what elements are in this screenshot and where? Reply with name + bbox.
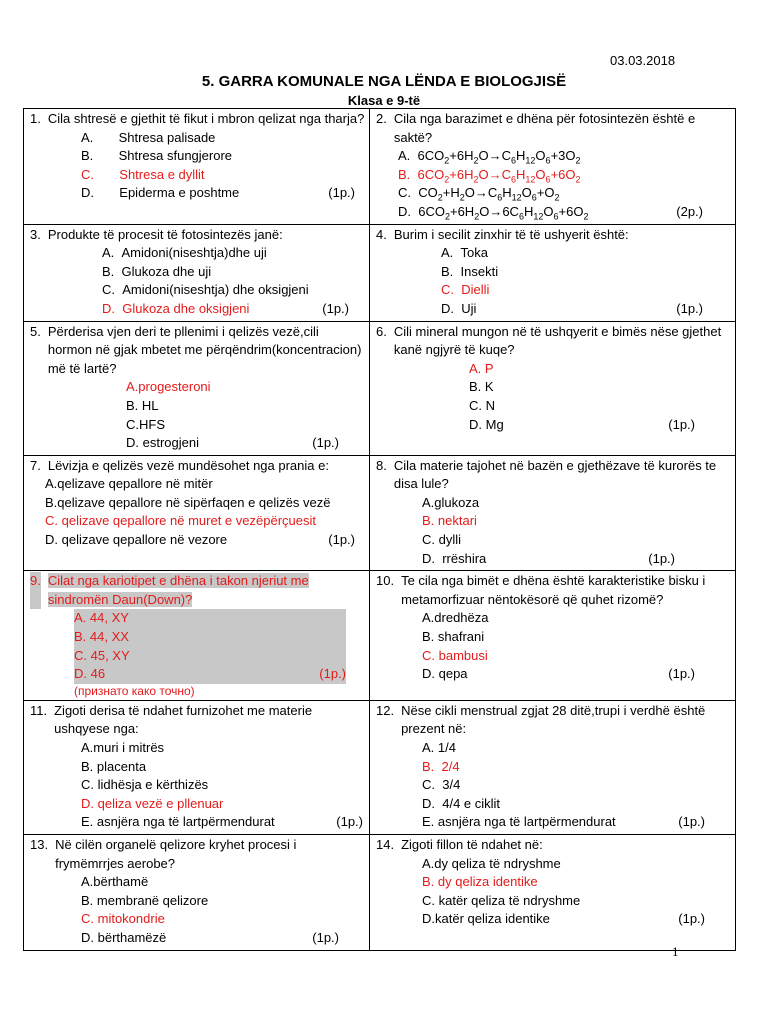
option-c: C. N <box>469 397 495 413</box>
question-1 <box>24 109 370 225</box>
option-d: D. $6CO_2+6H_2O\to 6C_6H_{12}O_6+6O_2$ (2p.) <box>398 203 731 222</box>
question-6 <box>370 321 736 455</box>
points-label: (1p.) <box>312 435 339 451</box>
points-label: (2p.) <box>676 203 703 219</box>
question-number: 14. <box>376 836 395 852</box>
points-label: (1p.) <box>678 814 705 830</box>
question-number: 10. <box>376 573 395 589</box>
option-d: D. Epiderma e poshtme (1p.) <box>81 184 365 203</box>
option-b: B. K <box>469 379 494 395</box>
question-12 <box>370 700 736 834</box>
option-a: A.bërthamë <box>81 874 149 890</box>
option-c-correct: C. Dielli <box>441 282 490 298</box>
points-label: (1p.) <box>336 814 363 830</box>
option-b-correct: B. dy qeliza identike <box>422 874 538 890</box>
option-d-correct: D. Glukoza dhe oksigjeni <box>102 300 250 316</box>
question-5 <box>24 321 370 455</box>
table-row <box>24 571 736 701</box>
question-number: 5. <box>30 323 41 339</box>
option-b-correct: B. $6CO_2+6H_2O\to C_6H_{12}O_6+6O_2$ <box>398 166 581 185</box>
option-d: D. estrogjeni (1p.) <box>126 434 365 453</box>
question-9 <box>24 571 370 701</box>
question-number: 6. <box>376 323 387 339</box>
option-a: A.muri i mitrës <box>81 740 165 755</box>
question-2 <box>370 109 736 225</box>
question-text: Cili mineral mungon në të ushqyerit e bimës nëse gjethet kanë ngjyrë të kuqe? <box>393 323 722 358</box>
option-a: A.dy qeliza të ndryshme <box>422 855 561 871</box>
option-d: D. Uji (1p.) <box>441 300 731 319</box>
points-label: (1p.) <box>676 300 703 316</box>
question-text: Produkte të procesit të fotosintezës janë: <box>47 226 283 242</box>
option-a: A. Toka <box>441 245 488 261</box>
question-text: Cila nga barazimet e dhëna për fotosintezën është e saktë? <box>393 111 696 145</box>
option-d: D. 4/4 e ciklit <box>422 795 501 811</box>
option-c: C. lidhësja e kërthizës <box>81 777 209 793</box>
option-c-correct: C. bambusi <box>422 647 488 663</box>
correction-note: (признато како точно) <box>74 683 195 698</box>
question-11 <box>24 700 370 834</box>
option-c-correct: C. Shtresa e dyllit <box>81 166 205 182</box>
question-text: Zigoti fillon të ndahet në: <box>401 836 543 852</box>
table-row <box>24 109 736 225</box>
option-a: A.dredhëza <box>422 610 489 626</box>
option-d: D. Mg (1p.) <box>469 416 731 435</box>
option-b: B. Insekti <box>441 263 499 279</box>
option-b: B. shafrani <box>422 629 485 645</box>
option-c: C. katër qeliza të ndryshme <box>422 892 581 908</box>
option-a: A. Amidoni(niseshtja)dhe uji <box>102 245 267 261</box>
points-label: (1p.) <box>328 185 355 201</box>
points-label: (1p.) <box>668 416 695 432</box>
option-b-correct: B. 2/4 <box>422 758 460 774</box>
option-d: D. qelizave qepallore në vezore (1p.) <box>45 531 365 550</box>
question-number: 13. <box>30 836 49 852</box>
question-number: 7. <box>30 457 41 473</box>
table-row <box>24 700 736 834</box>
option-a: A. 44, XY <box>74 609 346 628</box>
question-text: Cila materie tajohet në bazën e gjethëzave të kurorës te disa lule? <box>393 457 717 492</box>
option-b: B. placenta <box>81 758 147 774</box>
points-label: (1p.) <box>319 666 346 682</box>
question-number: 12. <box>376 702 395 718</box>
question-text: Cilat nga kariotipet e dhëna i takon njeriut me sindromën Daun(Down)? <box>47 573 309 607</box>
points-label: (1p.) <box>678 911 705 927</box>
question-14 <box>370 834 736 950</box>
question-number: 4. <box>376 226 387 242</box>
question-text: Zigoti derisa të ndahet furnizohet me materie ushqyese nga: <box>54 702 313 737</box>
option-c: C. 3/4 <box>422 777 461 793</box>
question-number: 9. <box>30 572 41 609</box>
question-text: Burim i secilit zinxhir të të ushyerit është: <box>393 226 629 242</box>
option-b: B. HL <box>126 397 159 413</box>
table-row <box>24 321 736 455</box>
question-text: Lëvizja e qelizës vezë mundësohet nga prania e: <box>47 457 329 473</box>
option-a: A. Shtresa palisade <box>81 129 216 145</box>
option-d: D. 46 (1p.) <box>74 665 346 684</box>
question-text: Cila shtresë e gjethit të fikut i mbron qelizat nga tharja? <box>47 111 365 126</box>
question-13 <box>24 834 370 950</box>
question-number: 11. <box>30 702 48 718</box>
question-number: 1. <box>30 111 41 126</box>
question-table <box>23 108 736 951</box>
question-text: Nëse cikli menstrual zgjat 28 ditë,trupi i verdhë është prezent në: <box>401 702 706 737</box>
points-label: (1p.) <box>322 300 349 316</box>
option-c: C. 45, XY <box>74 647 346 666</box>
question-text: Te cila nga bimët e dhëna është karakteristike bisku i metamorfizuar nëntokësorë që quhet rizomë? <box>401 573 706 607</box>
option-a: A.qelizave qepallore në mitër <box>45 476 213 492</box>
points-label: (1p.) <box>328 532 355 548</box>
question-4 <box>370 224 736 321</box>
question-3 <box>24 224 370 321</box>
option-d: D. bërthamëzë (1p.) <box>81 929 365 948</box>
option-c-correct: C. qelizave qepallore në muret e vezëpërçuesit <box>45 513 316 529</box>
exam-date: 03.03.2018 <box>610 53 676 68</box>
option-c: C. $CO_2+H_2O\to C_6H_{12}O_6+O_2$ <box>398 185 560 203</box>
option-e: E. asnjëra nga të lartpërmendurat (1p.) <box>422 813 731 832</box>
page-number: 1 <box>672 944 679 959</box>
option-b-correct: B. nektari <box>422 513 477 529</box>
points-label: (1p.) <box>312 929 339 945</box>
question-number: 3. <box>30 226 41 242</box>
option-c-correct: C. mitokondrie <box>81 911 165 927</box>
option-d-row <box>102 300 365 319</box>
option-c: C. dylli <box>422 532 462 548</box>
option-d: D. qepa (1p.) <box>422 665 731 684</box>
option-e: E. asnjëra nga të lartpërmendurat (1p.) <box>81 813 365 832</box>
table-row <box>24 224 736 321</box>
option-a-correct: A.progesteroni <box>126 379 211 395</box>
option-c: C.HFS <box>126 416 165 432</box>
question-text: Në cilën organelë qelizore kryhet procesi i frymëmrrjes aerobe? <box>55 836 297 871</box>
question-text: Përderisa vjen deri te pllenimi i qelizës vezë,cili hormon në gjak mbetet me përqëndrim(koncentracion) më të lartë? <box>47 323 362 376</box>
option-d: D.katër qeliza identike (1p.) <box>422 910 731 929</box>
question-number: 8. <box>376 457 387 473</box>
points-label: (1p.) <box>668 666 695 682</box>
question-7 <box>24 455 370 571</box>
question-8 <box>370 455 736 571</box>
option-b: B.qelizave qepallore në sipërfaqen e qelizës vezë <box>45 494 331 510</box>
option-d-correct: D. qeliza vezë e pllenuar <box>81 795 224 811</box>
table-row <box>24 834 736 950</box>
question-number: 2. <box>376 111 387 126</box>
page-title: 5. GARRA KOMUNALE NGA LËNDA E BIOLOGJISË <box>201 73 567 90</box>
page-subtitle: Klasa e 9-të <box>347 93 421 108</box>
option-b: B. membranë qelizore <box>81 892 209 908</box>
option-a-correct: A. P <box>469 360 494 376</box>
option-d: D. rrëshira (1p.) <box>422 550 731 569</box>
option-b: B. 44, XX <box>74 628 346 647</box>
option-a: A. $6CO_2+6H_2O\to C_6H_{12}O_6+3O_2$ <box>398 148 581 166</box>
table-row <box>24 455 736 571</box>
option-b: B. Glukoza dhe uji <box>102 263 212 279</box>
option-a: A.glukoza <box>422 494 480 510</box>
option-a: A. 1/4 <box>422 740 456 755</box>
option-c: C. Amidoni(niseshtja) dhe oksigjeni <box>102 282 309 298</box>
question-10 <box>370 571 736 701</box>
points-label: (1p.) <box>648 550 675 566</box>
option-b: B. Shtresa sfungjerore <box>81 148 233 164</box>
